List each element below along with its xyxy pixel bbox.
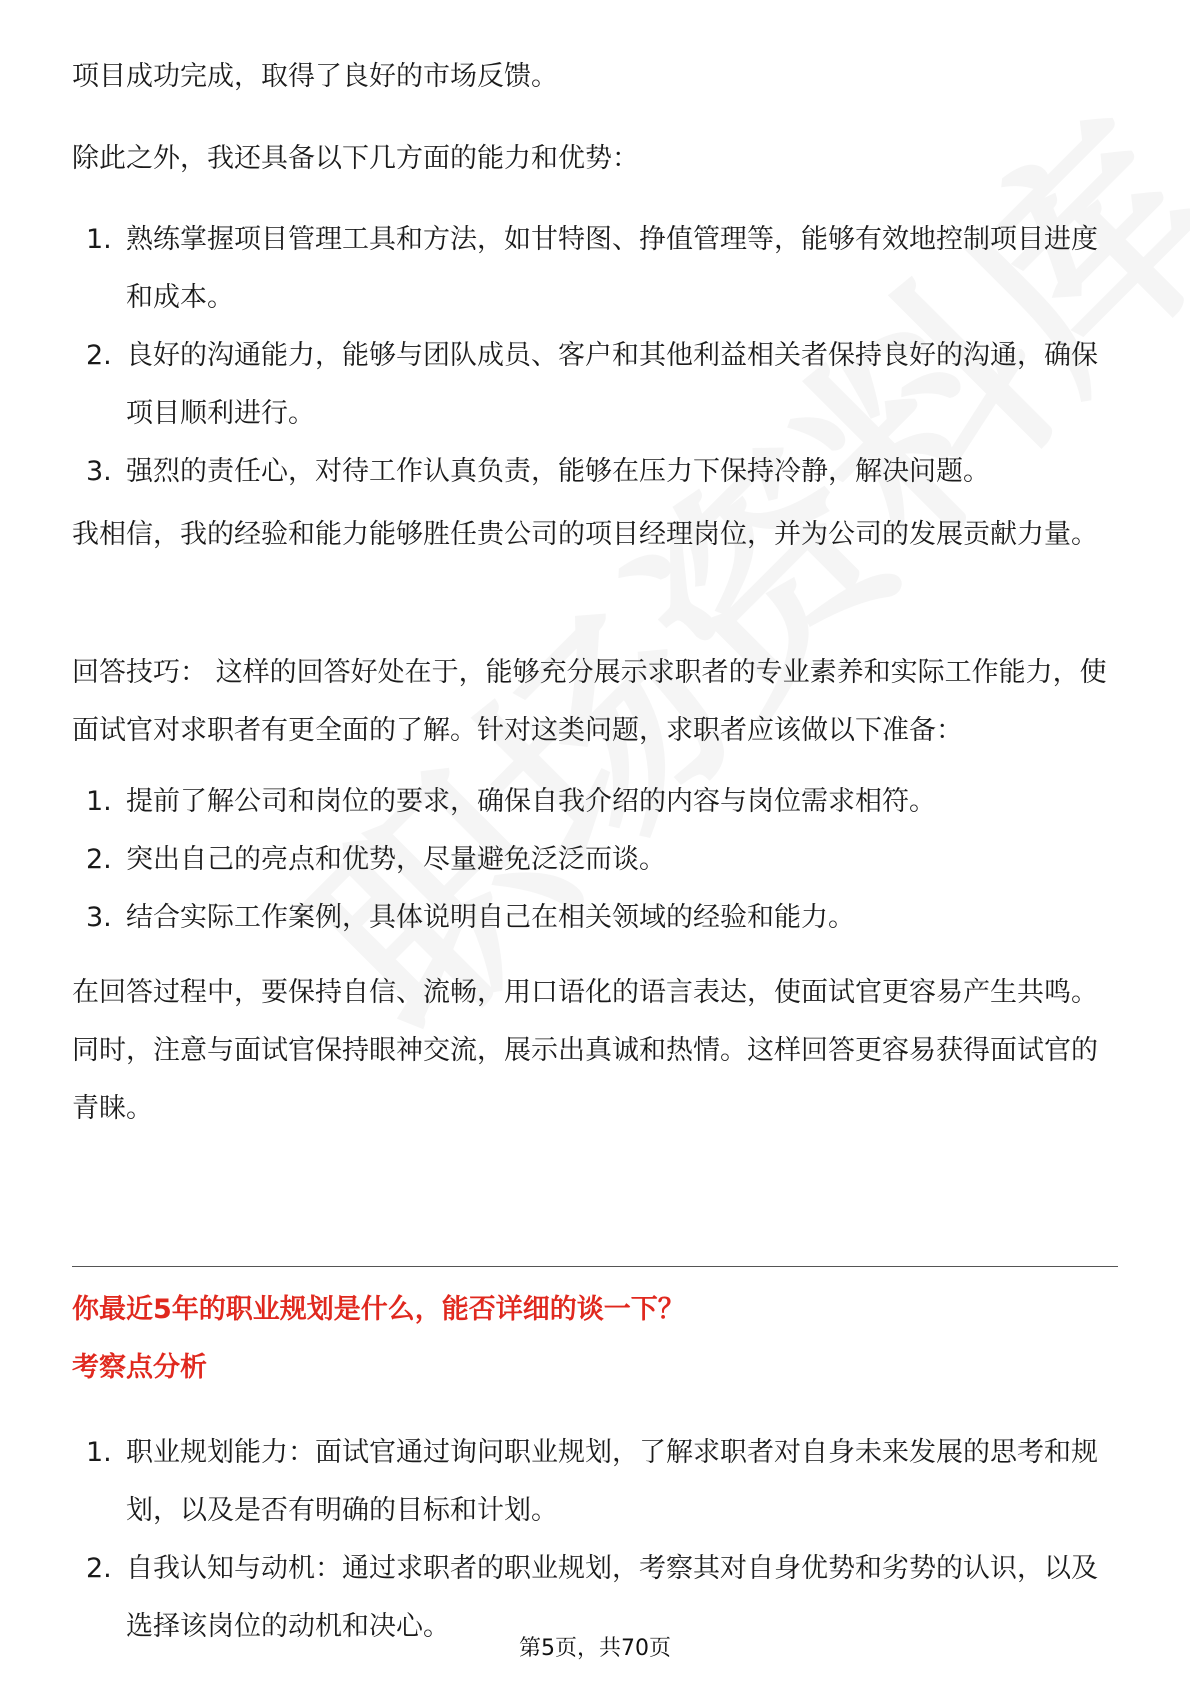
list-number: 1. bbox=[86, 1437, 112, 1468]
list-number: 1. bbox=[86, 224, 112, 255]
paragraph-conclusion: 我相信，我的经验和能力能够胜任贵公司的项目经理岗位，并为公司的发展贡献力量。 bbox=[72, 519, 1098, 550]
list-text: 熟练掌握项目管理工具和方法，如甘特图、挣值管理等，能够有效地控制项目进度和成本。 bbox=[126, 224, 1098, 313]
preparation-list bbox=[72, 773, 1118, 947]
list-item bbox=[72, 211, 1118, 327]
paragraph-abilities-intro: 除此之外，我还具备以下几方面的能力和优势： bbox=[72, 143, 639, 174]
list-item bbox=[72, 831, 1118, 889]
question-subtitle: 考察点分析 bbox=[72, 1352, 207, 1383]
list-number: 2. bbox=[86, 844, 112, 875]
list-number: 1. bbox=[86, 786, 112, 817]
question-title: 你最近5年的职业规划是什么，能否详细的谈一下？ bbox=[72, 1294, 685, 1325]
abilities-list bbox=[72, 211, 1118, 501]
section-divider bbox=[72, 1266, 1118, 1267]
list-item bbox=[72, 1424, 1118, 1540]
list-number: 3. bbox=[86, 902, 112, 933]
list-text: 结合实际工作案例，具体说明自己在相关领域的经验和能力。 bbox=[126, 902, 855, 933]
list-item bbox=[72, 327, 1118, 443]
analysis-list bbox=[72, 1424, 1118, 1656]
list-text: 强烈的责任心，对待工作认真负责，能够在压力下保持冷静，解决问题。 bbox=[126, 456, 990, 487]
list-item bbox=[72, 889, 1118, 947]
list-text: 职业规划能力：面试官通过询问职业规划，了解求职者对自身未来发展的思考和规划，以及是否有明确的目标和计划。 bbox=[126, 1437, 1098, 1526]
paragraph-result: 项目成功完成，取得了良好的市场反馈。 bbox=[72, 61, 558, 92]
list-text: 突出自己的亮点和优势，尽量避免泛泛而谈。 bbox=[126, 844, 666, 875]
list-text: 自我认知与动机：通过求职者的职业规划，考察其对自身优势和劣势的认识，以及选择该岗位的动机和决心。 bbox=[126, 1553, 1098, 1642]
page-footer: 第5页，共70页 bbox=[519, 1636, 671, 1661]
list-number: 2. bbox=[86, 340, 112, 371]
paragraph-answer-tips: 回答技巧： 这样的回答好处在于，能够充分展示求职者的专业素养和实际工作能力，使面试官对求职者有更全面的了解。针对这类问题，求职者应该做以下准备： bbox=[72, 657, 1107, 746]
list-item bbox=[72, 443, 1118, 501]
list-number: 2. bbox=[86, 1553, 112, 1584]
list-text: 良好的沟通能力，能够与团队成员、客户和其他利益相关者保持良好的沟通，确保项目顺利进行。 bbox=[126, 340, 1098, 429]
paragraph-answer-process: 在回答过程中，要保持自信、流畅，用口语化的语言表达，使面试官更容易产生共鸣。同时，注意与面试官保持眼神交流，展示出真诚和热情。这样回答更容易获得面试官的青睐。 bbox=[72, 977, 1098, 1124]
list-item bbox=[72, 773, 1118, 831]
list-number: 3. bbox=[86, 456, 112, 487]
list-text: 提前了解公司和岗位的要求，确保自我介绍的内容与岗位需求相符。 bbox=[126, 786, 936, 817]
